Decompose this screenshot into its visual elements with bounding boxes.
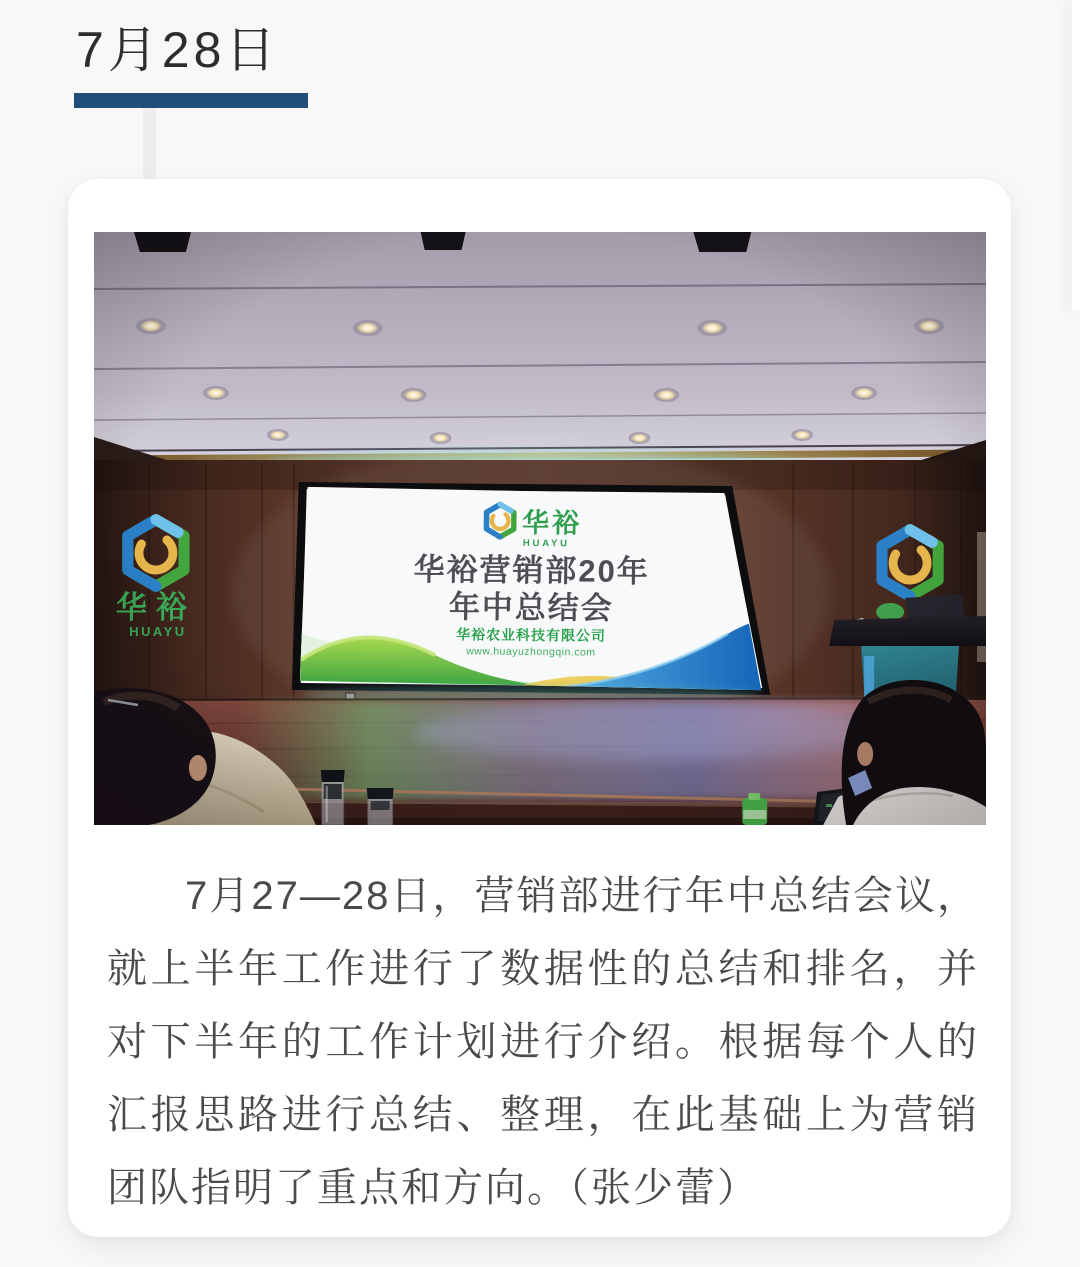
photo-vignette [94,232,986,825]
date-accent-bar [74,93,308,108]
meeting-photo-svg [94,232,986,825]
date-heading: 7月28日 [76,22,280,78]
article-card [68,179,1011,1237]
article-paragraph: 7月27—28日，营销部进行年中总结会议，就上半年工作进行了数据性的总结和排名，并对下半年的工作计划进行介绍。根据每个人的汇报思路进行总结、整理，在此基础上为营销团队指明了重点和方向。（张少蕾） [107,874,979,1210]
timeline-connector [143,108,156,180]
meeting-photo[interactable] [94,232,986,825]
adjacent-card-edge [1072,0,1080,310]
